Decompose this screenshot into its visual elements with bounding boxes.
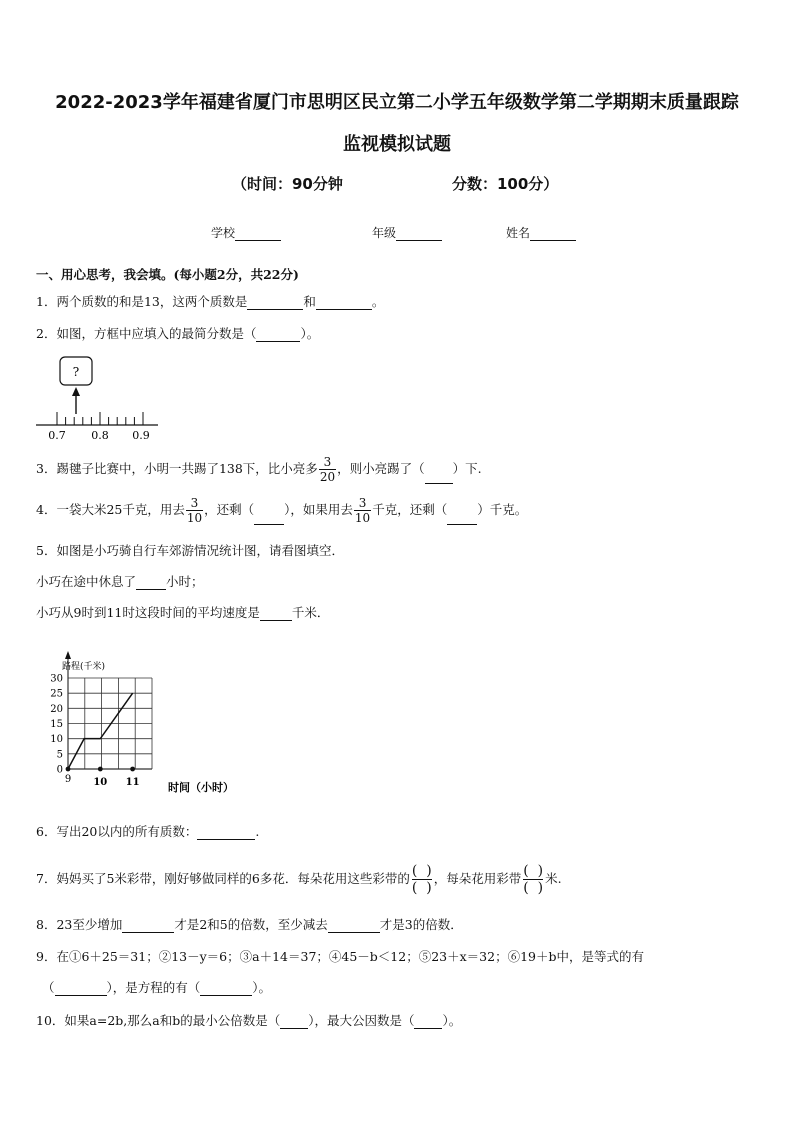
chart-y-tick-label: 15	[50, 719, 63, 730]
q4-blank-2[interactable]	[447, 512, 477, 525]
q4-text-3: ），如果用去	[284, 502, 353, 517]
q3-text: 3．踢毽子比赛中，小明一共踢了138下，比小亮多	[36, 461, 318, 476]
q5-rest-text: 小巧在途中休息了	[36, 574, 137, 589]
q4-numerator-2: 3	[354, 496, 371, 511]
q7-paren-close-4: )	[537, 880, 544, 896]
tick-label-0.9: 0.9	[132, 429, 150, 442]
q6-end: .	[255, 824, 260, 839]
tick-label-0.8: 0.8	[91, 429, 109, 442]
chart-y-tick-label: 25	[50, 688, 63, 700]
q6-text: 6．写出20以内的所有质数：	[36, 824, 198, 839]
q7-text-2: ，每朵花用彩带	[433, 871, 522, 886]
tick-label-0.7: 0.7	[48, 429, 66, 442]
q10-blank-2[interactable]	[414, 1016, 442, 1029]
q3-numerator: 3	[319, 455, 336, 470]
q7-text: 7．妈妈买了5米彩带，刚好够做同样的6多花．每朵花用这些彩带的	[36, 871, 410, 886]
chart-y-ticks	[50, 674, 63, 776]
chart-series-line	[68, 693, 133, 769]
question-6	[36, 822, 259, 840]
grade-label: 年级	[372, 226, 397, 240]
q4-blank-1[interactable]	[254, 512, 284, 525]
q4-numerator-1: 3	[186, 496, 203, 511]
q7-paren-close-1: )	[426, 863, 432, 879]
q5-blank-1[interactable]	[136, 577, 166, 590]
school-label: 学校	[211, 226, 236, 240]
q7-denominator-2	[523, 880, 543, 896]
q9-paren-open: （	[42, 980, 55, 995]
question-4	[36, 496, 527, 525]
q10-end: ）。	[442, 1013, 462, 1028]
chart-xlabel: 时间（小时）	[168, 781, 234, 794]
q8-end: 才是3的倍数．	[379, 917, 463, 932]
q5-speed-text: 小巧从9时到11时这段时间的平均速度是	[36, 605, 260, 620]
q7-denominator-1	[412, 880, 432, 896]
q4-text-4: 千克，还剩（	[372, 502, 448, 517]
q8-blank-2[interactable]	[328, 920, 380, 933]
question-5-speed	[36, 603, 329, 621]
question-2	[36, 324, 319, 342]
question-3	[36, 455, 482, 484]
q3-text-2: ，则小亮踢了（	[337, 461, 425, 476]
chart-x-ticks	[65, 774, 140, 788]
name-label: 姓名	[506, 226, 531, 240]
q9-blank-2[interactable]	[200, 983, 252, 996]
q9-end: ）。	[252, 980, 272, 995]
q4-denominator-1: 10	[186, 511, 203, 525]
q3-end: ）下.	[452, 461, 482, 476]
q7-numerator-2	[523, 863, 543, 880]
question-1	[36, 292, 384, 310]
q4-denominator-2: 10	[354, 511, 371, 525]
chart-y-tick-label: 10	[50, 734, 63, 746]
school-blank[interactable]	[235, 228, 281, 241]
name-field	[506, 224, 576, 241]
total-score: 分数：100分）	[452, 175, 559, 193]
q10-blank-1[interactable]	[280, 1016, 308, 1029]
exam-title-line2: 监视模拟试题	[343, 134, 451, 155]
q1-and: 和	[303, 294, 316, 309]
question-5-rest	[36, 572, 204, 590]
chart-y-tick-label: 30	[50, 673, 63, 685]
q10-text: 10．如果a=2b,那么a和b的最小公倍数是（	[36, 1013, 281, 1028]
q7-paren-close-3: )	[537, 863, 544, 879]
question-8	[36, 915, 463, 933]
q7-paren-open-4: (	[523, 880, 529, 896]
chart-y-tick-label: 5	[56, 749, 63, 761]
q7-paren-open-1: (	[411, 863, 418, 879]
q1-blank-1[interactable]	[247, 297, 303, 310]
chart-ylabel: 路程(千米)	[62, 662, 106, 672]
q7-paren-open-2: (	[411, 880, 418, 896]
q4-fraction-2	[354, 496, 371, 525]
chart-x-tick-dot	[66, 767, 71, 772]
time-limit: （时间：90分钟	[232, 175, 343, 193]
chart-x-tick-label: 10	[93, 777, 108, 788]
q5-blank-2[interactable]	[260, 608, 292, 621]
grade-field	[372, 224, 442, 241]
section-heading: 一、用心思考，我会填。(每小题2分，共22分)	[36, 267, 299, 282]
q5-rest-end: 小时；	[166, 574, 204, 589]
q4-text: 4．一袋大米25千克，用去	[36, 502, 185, 517]
q6-blank[interactable]	[197, 827, 255, 840]
q7-paren-close-2: )	[426, 880, 432, 896]
question-9-line1: 9．在①6＋25＝31；②13－y＝6；③a＋14＝37；④45－b＜12；⑤23＋x＝32；⑥19＋b中，是等式的有	[36, 949, 644, 964]
chart-y-tick-label: 20	[50, 703, 63, 715]
q3-blank[interactable]	[425, 471, 453, 484]
number-line-figure	[34, 352, 164, 444]
arrow-up-icon	[72, 387, 80, 396]
chart-x-tick-dot	[98, 767, 103, 772]
question-box-label: ?	[72, 365, 80, 379]
q7-fraction-1[interactable]	[412, 863, 432, 896]
question-9-line2	[42, 978, 271, 996]
chart-x-tick-dot	[130, 767, 135, 772]
q2-blank[interactable]	[256, 329, 300, 342]
q3-fraction	[319, 455, 336, 484]
question-5-intro: 5．如图是小巧骑自行车郊游情况统计图，请看图填空．	[36, 543, 344, 558]
q7-end: 米.	[545, 871, 562, 886]
question-10	[36, 1011, 461, 1029]
q8-text-2: 才是2和5的倍数，至少减去	[174, 917, 328, 932]
q4-end: ）千克。	[477, 502, 528, 517]
number-line-ticks	[57, 412, 143, 425]
q7-fraction-2[interactable]	[523, 863, 543, 896]
chart-y-tick-label: 0	[56, 764, 63, 776]
chart-x-tick-label: 11	[125, 777, 140, 788]
question-7	[36, 863, 562, 896]
exam-title-line1: 2022-2023学年福建省厦门市思明区民立第二小学五年级数学第二学期期末质量跟踪	[55, 92, 739, 113]
q3-denominator: 20	[319, 470, 336, 484]
q8-blank-1[interactable]	[122, 920, 174, 933]
q9-blank-1[interactable]	[55, 983, 107, 996]
q2-end: ）。	[300, 326, 320, 341]
q4-fraction-1	[186, 496, 203, 525]
grade-blank[interactable]	[396, 228, 442, 241]
q7-paren-open-3: (	[523, 863, 529, 879]
chart-y-axis-arrow-icon	[65, 651, 71, 659]
name-blank[interactable]	[530, 228, 576, 241]
q8-text: 8．23至少增加	[36, 917, 123, 932]
q1-end: 。	[371, 294, 385, 309]
q1-blank-2[interactable]	[316, 297, 372, 310]
school-field	[211, 224, 281, 241]
q2-text: 2．如图，方框中应填入的最简分数是（	[36, 326, 257, 341]
chart-x-tick-label: 9	[64, 774, 72, 785]
q1-text: 1．两个质数的和是13，这两个质数是	[36, 294, 248, 309]
q5-speed-end: 千米．	[291, 605, 330, 620]
q7-numerator-1	[412, 863, 432, 880]
q10-text-2: ），最大公因数是（	[308, 1013, 415, 1028]
q4-text-2: ，还剩（	[204, 502, 255, 517]
distance-time-chart	[40, 645, 260, 805]
q9-text-2: ），是方程的有（	[106, 980, 201, 995]
